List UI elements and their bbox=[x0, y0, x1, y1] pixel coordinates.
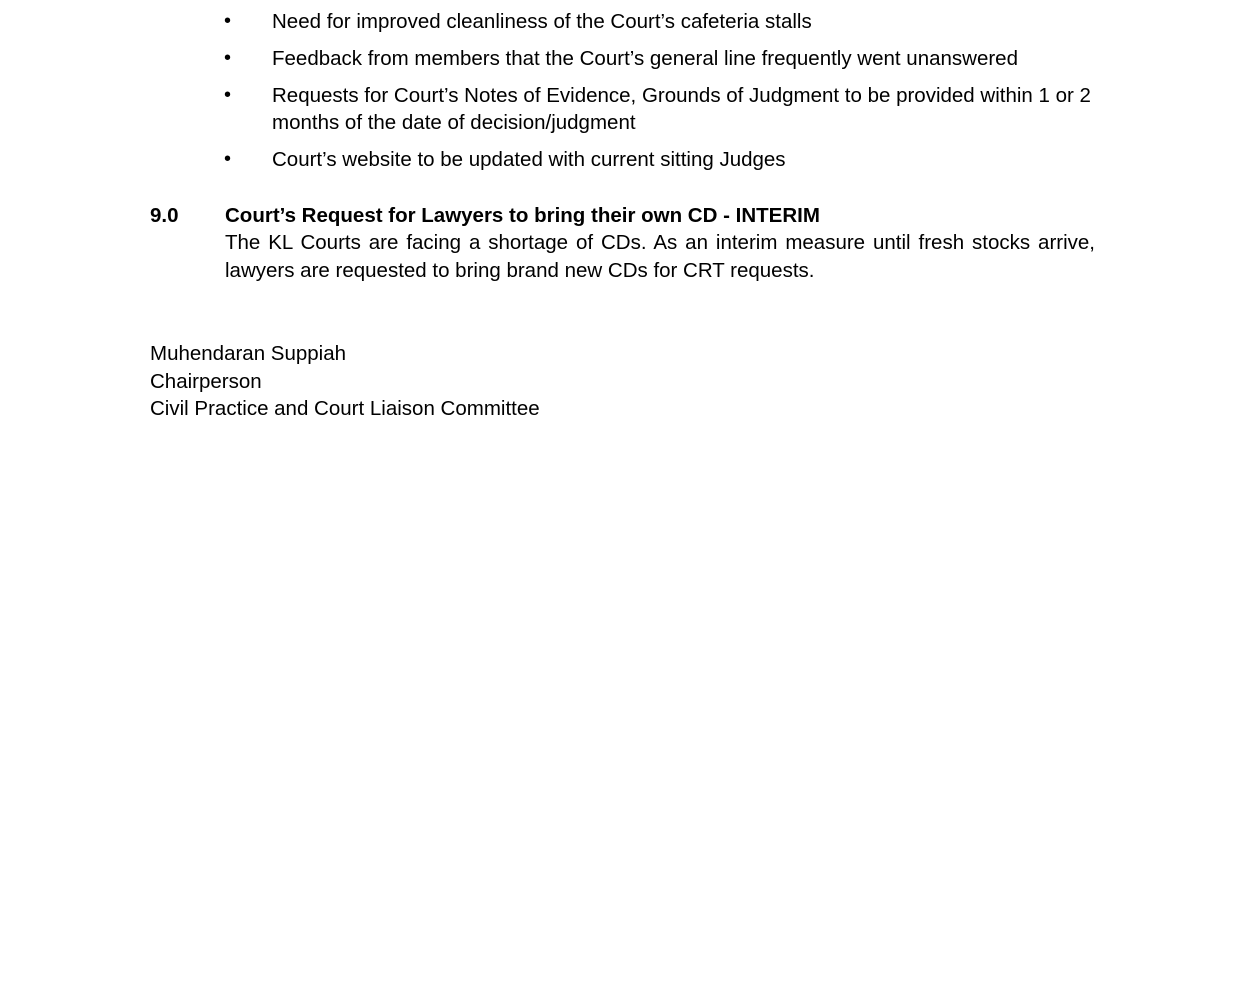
bullet-item bbox=[224, 146, 1094, 173]
feedback-bullet-list bbox=[224, 8, 1094, 183]
bullet-text: Court’s website to be updated with current sitting Judges bbox=[272, 148, 786, 171]
section-heading: Court’s Request for Lawyers to bring their own CD - INTERIM bbox=[225, 204, 820, 227]
bullet-item bbox=[224, 82, 1094, 136]
bullet-text: Requests for Court’s Notes of Evidence, Grounds of Judgment to be provided within 1 or 2 months of the date of decision/judgment bbox=[272, 84, 1091, 134]
bullet-icon: • bbox=[224, 10, 232, 32]
bullet-text: Feedback from members that the Court’s general line frequently went unanswered bbox=[272, 47, 1018, 70]
signature-block bbox=[150, 340, 540, 423]
bullet-icon: • bbox=[224, 47, 232, 69]
signatory-title: Chairperson bbox=[150, 369, 262, 393]
bullet-icon: • bbox=[224, 148, 232, 170]
bullet-text: Need for improved cleanliness of the Court’s cafeteria stalls bbox=[272, 10, 812, 33]
section-paragraph: The KL Courts are facing a shortage of CDs. As an interim measure until fresh stocks arrive, lawyers are requested to bring brand new CDs for CRT requests. bbox=[225, 231, 1095, 282]
section-9 bbox=[150, 202, 1095, 284]
committee-name: Civil Practice and Court Liaison Committee bbox=[150, 397, 540, 420]
bullet-icon: • bbox=[224, 84, 232, 106]
signatory-name: Muhendaran Suppiah bbox=[150, 342, 347, 365]
section-number: 9.0 bbox=[150, 204, 179, 227]
section-body bbox=[225, 202, 1095, 284]
bullet-item bbox=[224, 8, 1094, 35]
bullet-item bbox=[224, 45, 1094, 72]
